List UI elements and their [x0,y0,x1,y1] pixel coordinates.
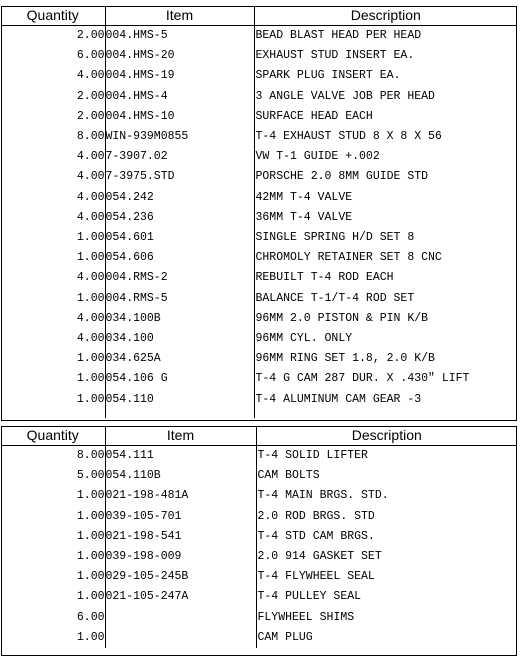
description-cell: CHROMOLY RETAINER SET 8 CNC [255,251,442,265]
description-cell: SPARK PLUG INSERT EA. [255,69,401,83]
item-cell: 054.601 [105,228,254,248]
table-row [1,228,517,248]
description-cell: BEAD BLAST HEAD PER HEAD [255,29,422,42]
table-filler-row [1,410,517,418]
table-row [1,248,517,268]
description-cell: 96MM CYL. ONLY [255,332,353,346]
quantity-cell: 4.00 [1,268,105,288]
description-cell: 96MM 2.0 PISTON & PIN K/B [255,311,429,325]
quantity-cell: 1.00 [1,248,105,268]
filler-cell [254,410,517,418]
filler-cell [105,410,254,418]
table-row [1,309,517,329]
item-cell: 034.100 [105,329,254,349]
table-row [1,547,517,567]
description-cell: 2.0 914 GASKET SET [257,550,382,564]
header-quantity: Quantity [1,426,105,446]
description-cell: CAM BOLTS [257,469,320,483]
quantity-cell: 1.00 [1,507,105,527]
description-cell: VW T-1 GUIDE +.002 [255,150,380,164]
table-row [1,390,517,410]
table-row [1,289,517,309]
header-description: Description [256,426,517,446]
description-cell: SURFACE HEAD EACH [255,109,373,123]
description-cell: PORSCHE 2.0 8MM GUIDE STD [255,170,429,184]
description-cell: T-4 SOLID LIFTER [257,449,368,462]
table-row [1,268,517,288]
item-cell: WIN-939M0855 [105,127,254,147]
description-cell: CAM PLUG [257,630,313,644]
description-cell: 96MM RING SET 1.8, 2.0 K/B [255,352,435,366]
item-cell: 054.111 [105,446,256,467]
item-cell: 7-3907.02 [105,147,254,167]
description-cell: 2.0 ROD BRGS. STD [257,509,375,523]
table-row [1,46,517,66]
table-row [1,587,517,607]
item-cell: 004.HMS-10 [105,107,254,127]
quantity-cell: 1.00 [1,628,105,648]
item-cell: 004.HMS-20 [105,46,254,66]
table-row [1,87,517,107]
quantity-cell: 1.00 [1,486,105,506]
table-row [1,329,517,349]
description-cell: FLYWHEEL SHIMS [257,610,355,624]
table-row [1,567,517,587]
item-cell [105,608,256,628]
quantity-cell: 8.00 [1,446,105,467]
table-row [1,107,517,127]
table1-header-row [1,6,517,26]
description-cell: T-4 EXHAUST STUD 8 X 8 X 56 [255,130,442,144]
item-cell: 039-198-009 [105,547,256,567]
quantity-cell: 1.00 [1,289,105,309]
description-cell: 42MM T-4 VALVE [255,190,353,204]
item-cell: 029-105-245B [105,567,256,587]
header-description: Description [254,6,517,26]
description-cell: T-4 MAIN BRGS. STD. [257,489,389,503]
table-row [1,527,517,547]
table-row [1,608,517,628]
quantity-cell: 1.00 [1,567,105,587]
header-item: Item [105,6,254,26]
quantity-cell: 6.00 [1,608,105,628]
description-cell: REBUILT T-4 ROD EACH [255,271,394,285]
table2-header-row [1,426,517,446]
table-row [1,66,517,86]
quantity-cell: 2.00 [1,107,105,127]
quantity-cell: 1.00 [1,228,105,248]
item-cell: 004.RMS-5 [105,289,254,309]
description-cell: SINGLE SPRING H/D SET 8 [255,231,415,245]
item-cell: 004.HMS-4 [105,87,254,107]
description-cell: T-4 ALUMINUM CAM GEAR -3 [255,392,422,406]
quantity-cell: 1.00 [1,587,105,607]
item-cell: 054.110 [105,390,254,410]
item-cell [105,628,256,648]
filler-cell [1,410,105,418]
quantity-cell: 1.00 [1,349,105,369]
table-row [1,628,517,648]
quantity-cell: 6.00 [1,46,105,66]
item-cell: 021-105-247A [105,587,256,607]
item-cell: 034.625A [105,349,254,369]
description-cell: T-4 PULLEY SEAL [257,590,362,604]
quantity-cell: 4.00 [1,147,105,167]
quantity-cell: 1.00 [1,527,105,547]
table1-body [1,26,517,418]
quantity-cell: 4.00 [1,329,105,349]
quantity-cell: 4.00 [1,309,105,329]
quantity-cell: 5.00 [1,466,105,486]
table-row [1,446,517,467]
header-item: Item [105,426,256,446]
item-cell: 054.110B [105,466,256,486]
item-cell: 021-198-481A [105,486,256,506]
parts-table-1 [1,6,517,418]
item-cell: 039-105-701 [105,507,256,527]
description-cell: T-4 FLYWHEEL SEAL [257,570,375,584]
table-row [1,188,517,208]
description-cell: BALANCE T-1/T-4 ROD SET [255,291,415,305]
item-cell: 054.606 [105,248,254,268]
table-row [1,127,517,147]
table-row [1,147,517,167]
description-cell: EXHAUST STUD INSERT EA. [255,49,415,63]
table-row [1,167,517,187]
quantity-cell: 1.00 [1,547,105,567]
table-row [1,26,517,47]
table-row [1,369,517,389]
quantity-cell: 4.00 [1,208,105,228]
table-row [1,466,517,486]
quantity-cell: 1.00 [1,369,105,389]
description-cell: 3 ANGLE VALVE JOB PER HEAD [255,89,435,103]
item-cell: 004.HMS-5 [105,26,254,47]
item-cell: 054.236 [105,208,254,228]
description-cell: 36MM T-4 VALVE [255,210,353,224]
description-cell: T-4 STD CAM BRGS. [257,529,375,543]
header-quantity: Quantity [1,6,105,26]
table-row [1,349,517,369]
quantity-cell: 4.00 [1,66,105,86]
quantity-cell: 4.00 [1,167,105,187]
quantity-cell: 2.00 [1,26,105,47]
item-cell: 021-198-541 [105,527,256,547]
quantity-cell: 2.00 [1,87,105,107]
item-cell: 004.RMS-2 [105,268,254,288]
item-cell: 054.106 G [105,369,254,389]
parts-table-2 [1,426,517,648]
item-cell: 7-3975.STD [105,167,254,187]
table-row [1,507,517,527]
table-row [1,486,517,506]
quantity-cell: 4.00 [1,188,105,208]
quantity-cell: 1.00 [1,390,105,410]
item-cell: 034.100B [105,309,254,329]
quantity-cell: 8.00 [1,127,105,147]
description-cell: T-4 G CAM 287 DUR. X .430" LIFT [255,372,470,386]
item-cell: 004.HMS-19 [105,66,254,86]
item-cell: 054.242 [105,188,254,208]
table-row [1,208,517,228]
table2-body [1,446,517,649]
